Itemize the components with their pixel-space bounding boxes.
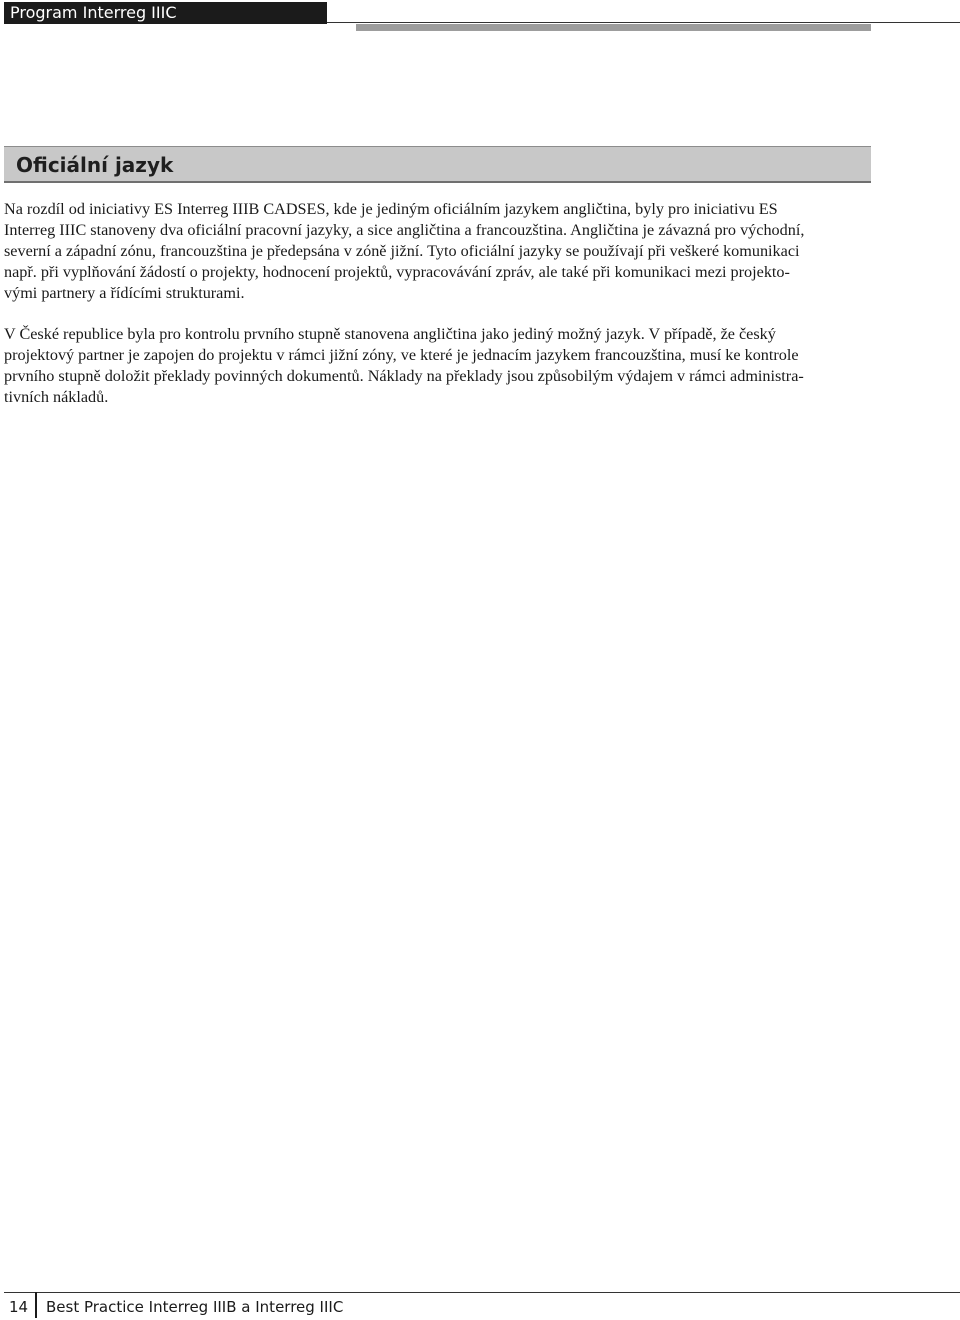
header-divider-line xyxy=(327,22,960,23)
page-number: 14 xyxy=(8,1298,29,1316)
section-heading-bar xyxy=(4,146,871,183)
paragraph-line: tivních nákladů. xyxy=(4,388,109,406)
paragraph-line: projektový partner je zapojen do projektu v rámci jižní zóny, ve které je jednacím jazykem francouzština, musí ke kontrole xyxy=(4,346,799,364)
paragraph-line: např. při vyplňování žádostí o projekty, hodnocení projektů, vypracovávání zpráv, ale také při komunikaci mezi projekto- xyxy=(4,263,790,281)
paragraph-line: V České republice byla pro kontrolu prvního stupně stanovena angličtina jako jediný možný jazyk. V případě, že český xyxy=(4,325,776,343)
paragraph-line: Na rozdíl od iniciativy ES Interreg IIIB CADSES, kde je jediným oficiálním jazykem angličtina, byly pro iniciativu ES xyxy=(4,200,778,218)
paragraph-line: prvního stupně doložit překlady povinných dokumentů. Náklady na překlady jsou způsobilým výdajem v rámci administra- xyxy=(4,367,804,385)
footer-divider-line xyxy=(4,1292,960,1293)
header-accent-bar xyxy=(356,24,871,31)
paragraph-line: Interreg IIIC stanoveny dva oficiální pracovní jazyky, a sice angličtina a francouzština. Angličtina je závazná pro východní, xyxy=(4,221,805,239)
running-header-title: Program Interreg IIIC xyxy=(4,2,327,24)
footer-separator xyxy=(35,1292,37,1318)
section-title: Oficiální jazyk xyxy=(16,153,174,177)
paragraph-line: vými partnery a řídícími strukturami. xyxy=(4,284,245,302)
body-paragraph xyxy=(4,199,872,304)
footer-publication-title: Best Practice Interreg IIIB a Interreg IIIC xyxy=(46,1298,344,1316)
paragraph-line: severní a západní zónu, francouzština je předepsána v zóně jižní. Tyto oficiální jazyky se používají při veškeré komunikaci xyxy=(4,242,800,260)
body-paragraph xyxy=(4,324,872,408)
